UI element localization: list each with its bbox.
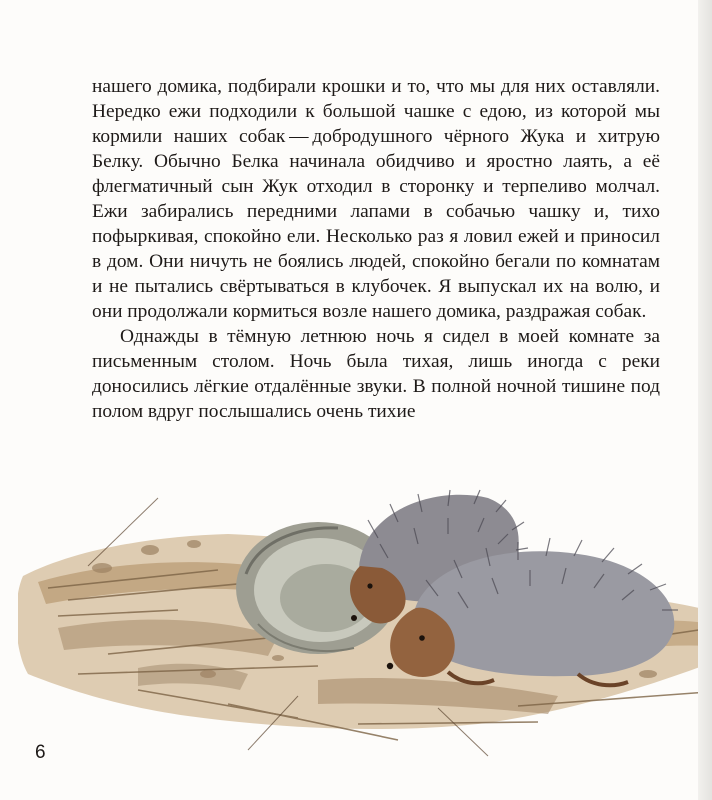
hedgehogs-illustration [18,478,712,760]
paragraph-2: Однажды в тёмную летнюю ночь я сидел в моей комнате за письменным столом. Ночь была тихая, лишь иногда с реки доносились лёгкие отдалённые звуки. В полной ночной тишине под полом вдруг послышались очень тихие [92,326,660,422]
paragraph-1: нашего домика, подбирали крошки и то, что мы для них оставляли. Нередко ежи подходили к большой чашке с едою, из которой мы кормили наших собак — добродушного чёрного Жука и хитрую Белку. Обычно Белка начинала обидчиво и яростно лаять, а её флегматичный сын Жук отходил в сторонку и терпеливо молчал. Ежи забирались передними лапами в собачью чашку и, тихо пофыркивая, спокойно ели. Несколько раз я ловил ежей и приносил в дом. Они ничуть не боялись людей, спокойно бегали по комнатам и не пытались свёртываться в клубочек. Я выпускал их на волю, и они продолжали кормиться возле нашего домика, раздражая собак. [92,76,660,322]
page-number: 6 [35,742,46,763]
page-edge-shadow [698,0,712,800]
body-text [92,74,660,424]
